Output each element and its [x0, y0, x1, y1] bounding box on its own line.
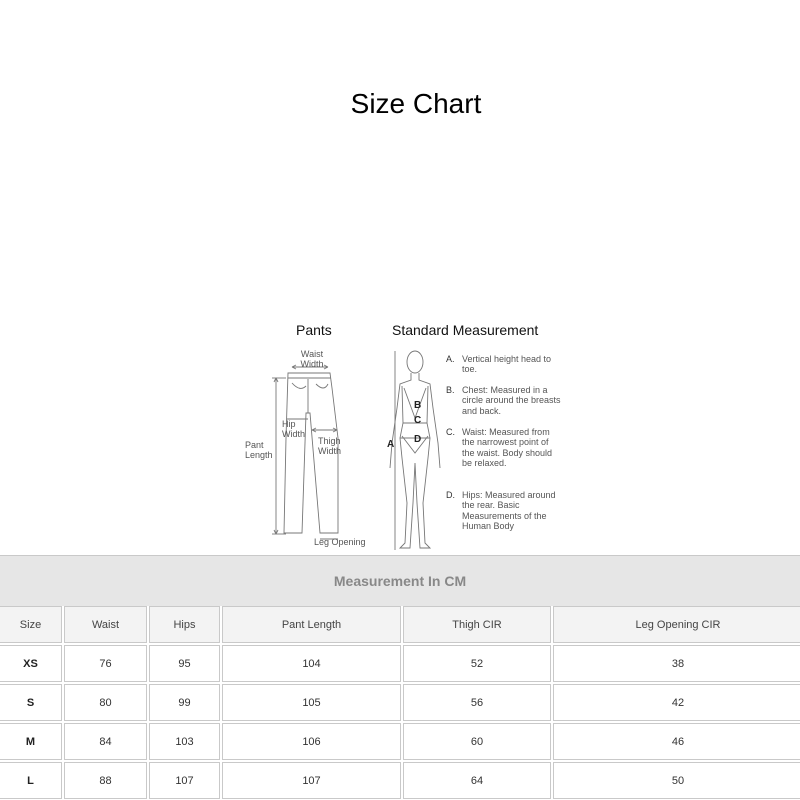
- cell-pant-length: 105: [222, 684, 401, 721]
- cell-thigh-cir: 52: [403, 645, 551, 682]
- body-figure: [390, 351, 440, 550]
- letter-d: D: [414, 434, 422, 445]
- cell-leg-opening-cir: 50: [553, 762, 800, 799]
- note-d-letter: D.: [446, 490, 455, 500]
- note-d-text: Hips: Measured around the rear. Basic Measurements of the Human Body: [462, 490, 556, 531]
- page-title: Size Chart: [350, 88, 482, 119]
- cell-pant-length: 106: [222, 723, 401, 760]
- letter-b: B: [414, 400, 422, 411]
- letter-a: A: [387, 439, 395, 450]
- col-header-size: Size: [0, 606, 62, 643]
- thigh-width-label: Thigh Width: [318, 436, 342, 456]
- cell-size: S: [0, 684, 62, 721]
- table-row: [0, 762, 800, 799]
- cell-size: L: [0, 762, 62, 799]
- cell-hips: 103: [149, 723, 220, 760]
- cell-pant-length: 104: [222, 645, 401, 682]
- note-b: [446, 385, 562, 416]
- table-row: [0, 684, 800, 721]
- note-a-text: Vertical height head to toe.: [462, 354, 552, 375]
- cell-hips: 99: [149, 684, 220, 721]
- col-header-thigh-cir: Thigh CIR: [403, 606, 551, 643]
- note-a-letter: A.: [446, 354, 455, 364]
- table-header-row: [0, 606, 800, 643]
- cell-pant-length: 107: [222, 762, 401, 799]
- size-table: [0, 604, 800, 800]
- standard-measurement-heading: Standard Measurement: [392, 322, 539, 338]
- pant-length-label: Pant Length: [245, 440, 273, 460]
- cell-thigh-cir: 64: [403, 762, 551, 799]
- note-b-letter: B.: [446, 385, 455, 395]
- note-c-letter: C.: [446, 427, 455, 437]
- note-a: [446, 354, 562, 375]
- cell-thigh-cir: 60: [403, 723, 551, 760]
- cell-hips: 107: [149, 762, 220, 799]
- col-header-waist: Waist: [64, 606, 147, 643]
- table-row: [0, 645, 800, 682]
- leg-opening-label: Leg Opening: [314, 537, 366, 547]
- note-b-text: Chest: Measured in a circle around the breasts and back.: [462, 385, 561, 416]
- table-caption: Measurement In CM: [0, 555, 800, 606]
- note-d: [446, 490, 562, 531]
- cell-waist: 88: [64, 762, 147, 799]
- cell-thigh-cir: 56: [403, 684, 551, 721]
- note-c: [446, 427, 562, 468]
- note-c-text: Waist: Measured from the narrowest point of the waist. Body should be relaxed.: [462, 427, 553, 468]
- cell-waist: 76: [64, 645, 147, 682]
- measurement-diagram: [240, 318, 560, 553]
- col-header-leg-opening-cir: Leg Opening CIR: [553, 606, 800, 643]
- cell-size: M: [0, 723, 62, 760]
- cell-waist: 84: [64, 723, 147, 760]
- letter-c: C: [414, 415, 422, 426]
- cell-leg-opening-cir: 42: [553, 684, 800, 721]
- table-row: [0, 723, 800, 760]
- cell-size: XS: [0, 645, 62, 682]
- cell-leg-opening-cir: 46: [553, 723, 800, 760]
- cell-leg-opening-cir: 38: [553, 645, 800, 682]
- col-header-pant-length: Pant Length: [222, 606, 401, 643]
- cell-hips: 95: [149, 645, 220, 682]
- hip-width-label: Hip Width: [282, 419, 306, 439]
- cell-waist: 80: [64, 684, 147, 721]
- pants-heading: Pants: [296, 322, 332, 338]
- waist-width-label: Waist Width: [300, 349, 324, 369]
- col-header-hips: Hips: [149, 606, 220, 643]
